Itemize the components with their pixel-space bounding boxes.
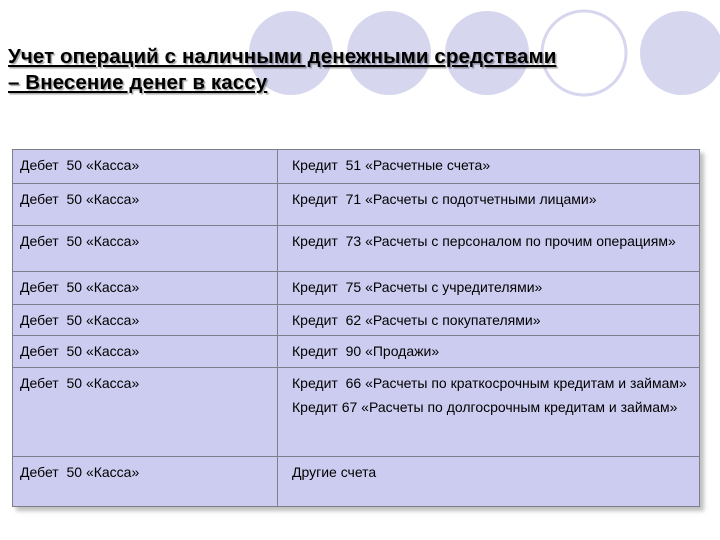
- debit-cell: Дебет 50 «Касса»: [13, 184, 278, 226]
- credit-entry: Кредит 90 «Продажи»: [292, 343, 440, 359]
- credit-entry: Кредит 62 «Расчеты с покупателями»: [292, 312, 541, 328]
- table-row: [13, 457, 700, 507]
- table-row: [13, 305, 700, 336]
- debit-cell: Дебет 50 «Касса»: [13, 305, 278, 336]
- credit-cell: [278, 336, 700, 368]
- credit-entry: Кредит 75 «Расчеты с учредителями»: [292, 279, 543, 295]
- debit-cell: Дебет 50 «Касса»: [13, 150, 278, 184]
- table-row: [13, 150, 700, 184]
- table-row: [13, 184, 700, 226]
- entries-table: [12, 149, 700, 507]
- debit-cell: Дебет 50 «Касса»: [13, 336, 278, 368]
- credit-entry: Кредит 67 «Расчеты по долгосрочным кредитам и займам»: [292, 399, 678, 415]
- credit-cell: [278, 457, 700, 507]
- debit-cell: Дебет 50 «Касса»: [13, 226, 278, 272]
- credit-cell: [278, 226, 700, 272]
- credit-entry: Кредит 51 «Расчетные счета»: [292, 157, 491, 173]
- table-row: [13, 272, 700, 305]
- title-line-2: – Внесение денег в кассу: [8, 71, 268, 94]
- credit-entry: Другие счета: [292, 464, 377, 480]
- credit-cell: [278, 305, 700, 336]
- table-row: [13, 368, 700, 457]
- title-line-1: Учет операций с наличными денежными средствами: [8, 45, 557, 68]
- slide-title: [8, 44, 712, 96]
- credit-entry: Кредит 71 «Расчеты с подотчетными лицами»: [292, 191, 597, 207]
- credit-cell: [278, 184, 700, 226]
- credit-cell: [278, 150, 700, 184]
- table-row: [13, 226, 700, 272]
- debit-cell: Дебет 50 «Касса»: [13, 368, 278, 457]
- debit-cell: Дебет 50 «Касса»: [13, 272, 278, 305]
- credit-entry: Кредит 73 «Расчеты с персоналом по прочим операциям»: [292, 233, 676, 249]
- debit-cell: Дебет 50 «Касса»: [13, 457, 278, 507]
- credit-cell: [278, 368, 700, 457]
- table-row: [13, 336, 700, 368]
- credit-entry: Кредит 66 «Расчеты по краткосрочным кредитам и займам»: [292, 375, 687, 391]
- credit-cell: [278, 272, 700, 305]
